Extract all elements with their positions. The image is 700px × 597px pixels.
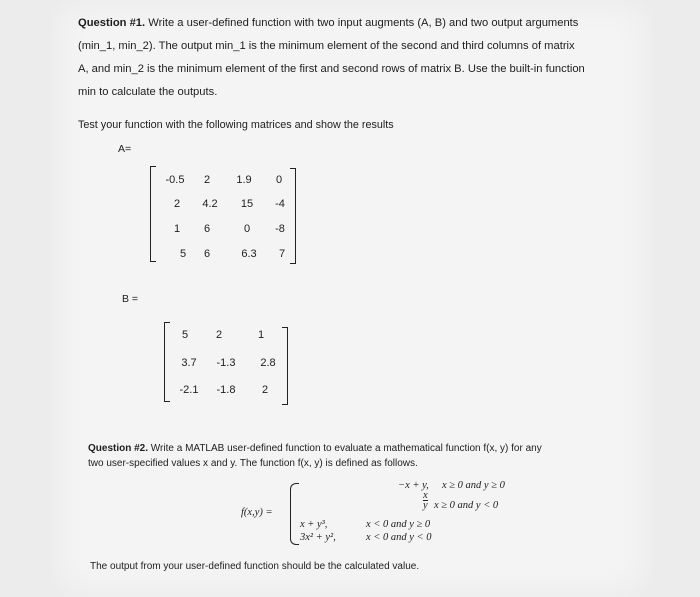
matrix-a-label: A= (118, 143, 132, 155)
question-1-line-1: Question #1. Write a user-defined function with two input augments (A, B) and two output arguments (78, 17, 579, 29)
matrix-a-cell: 1 (173, 223, 181, 235)
matrix-a-cell: 2 (203, 174, 211, 186)
matrix-b-cell: 1 (257, 329, 265, 341)
matrix-b-label: B = (122, 293, 139, 305)
case-4-condition: x < 0 and y < 0 (366, 532, 432, 543)
matrix-a (150, 166, 300, 266)
matrix-a-cell: 1.9 (236, 174, 252, 186)
function-name: f(x,y) = (241, 507, 273, 518)
matrix-b-cell: -1.8 (216, 384, 236, 396)
question-1-label: Question #1. (78, 17, 146, 29)
matrix-b-cell: 5 (181, 329, 189, 341)
matrix-a-cell: 0 (275, 174, 283, 186)
question-2-text (88, 441, 542, 471)
matrix-a-cell: 6 (203, 223, 211, 235)
case-2-denominator: y (423, 500, 428, 511)
matrix-b-cell: 3.7 (181, 357, 197, 369)
matrix-b-cell: 2 (261, 384, 269, 396)
piecewise-brace (290, 483, 299, 545)
matrix-a-cell: 5 (179, 248, 187, 260)
matrix-b-cell: -2.1 (179, 384, 199, 396)
matrix-a-left-bracket (150, 166, 156, 262)
question-1-line-4: min to calculate the outputs. (78, 86, 218, 98)
matrix-a-cell: 2 (173, 198, 181, 210)
matrix-a-cell: 7 (278, 248, 286, 260)
question-2-label: Question #2. (88, 443, 149, 454)
question-1-text (78, 12, 638, 104)
matrix-a-cell: -4 (275, 198, 285, 210)
matrix-a-cell: 6 (203, 248, 211, 260)
matrix-a-cell: 6.3 (241, 248, 257, 260)
matrix-b-cell: 2.8 (260, 357, 276, 369)
matrix-a-cell: 4.2 (202, 198, 218, 210)
case-3-expression: x + y³, (300, 519, 328, 530)
question-2-line-1: Question #2. Write a MATLAB user-defined function to evaluate a mathematical function f(x, y) for any (88, 443, 542, 454)
case-2-numerator: x (423, 490, 428, 501)
question-1-line-3: A, and min_2 is the minimum element of the first and second rows of matrix B. Use the built-in function (78, 63, 585, 75)
matrix-b-cell: 2 (215, 329, 223, 341)
case-2-condition: x ≥ 0 and y < 0 (434, 500, 499, 511)
matrix-b (164, 322, 294, 404)
matrix-a-cell: 0 (243, 223, 251, 235)
matrix-a-cell: -0.5 (165, 174, 185, 186)
question-1-line-2: (min_1, min_2). The output min_1 is the minimum element of the second and third columns of matrix (78, 40, 575, 52)
matrix-a-cell: 15 (240, 198, 254, 210)
matrix-b-cell: -1.3 (216, 357, 236, 369)
case-1-condition: x ≥ 0 and y ≥ 0 (442, 480, 505, 491)
question-2-line-2: two user-specified values x and y. The function f(x, y) is defined as follows. (88, 458, 418, 469)
case-1-expression: −x + y, (398, 480, 429, 491)
test-instruction: Test your function with the following matrices and show the results (78, 119, 394, 131)
question-2-footer: The output from your user-defined function should be the calculated value. (90, 561, 420, 572)
case-3-condition: x < 0 and y ≥ 0 (366, 519, 431, 530)
matrix-a-cell: -8 (275, 223, 285, 235)
case-4-expression: 3x² + y², (300, 532, 336, 543)
case-2-fraction (423, 491, 428, 510)
